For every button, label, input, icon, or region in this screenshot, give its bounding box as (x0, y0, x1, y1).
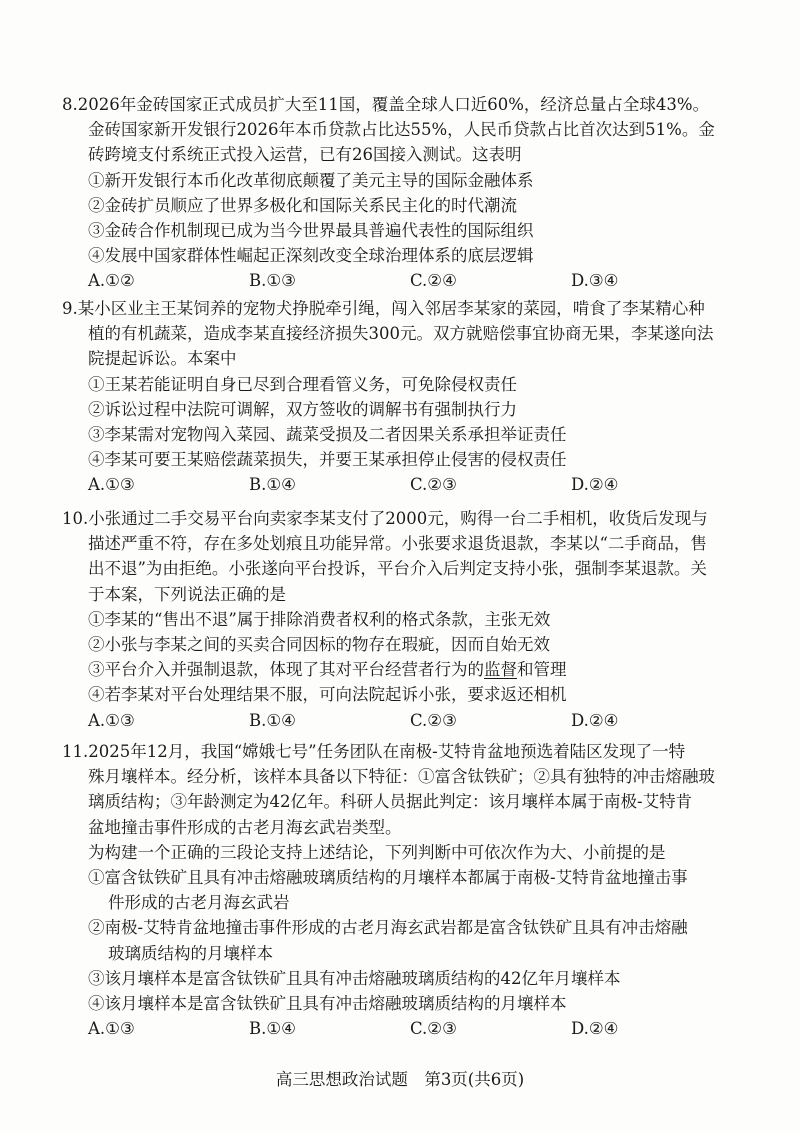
question-stem-line: 金砖国家新开发银行2026年本币贷款占比达55%，人民币贷款占比首次达到51%。金 (88, 120, 715, 140)
question-stem-line: 出不退”为由拒绝。小张遂向平台投诉，平台介入后判定支持小张，强制李某退款。关 (88, 559, 707, 579)
answer-choices (62, 1016, 752, 1041)
choice-b[interactable]: B.①④ (249, 1019, 296, 1039)
choice-d[interactable]: D.②④ (571, 1019, 619, 1039)
statement-option-continued: 件形成的古老月海玄武岩 (108, 893, 290, 913)
choice-a[interactable]: A.①③ (88, 710, 135, 730)
statement-option: ④该月壤样本是富含钛铁矿且具有冲击熔融玻璃质结构的月壤样本 (88, 993, 567, 1013)
underlined-text: 监督 (484, 660, 517, 680)
choice-d[interactable]: D.②④ (571, 475, 619, 495)
question-stem-line: 植的有机蔬菜，造成李某直接经济损失300元。双方就赔偿事宜协商无果，李某遂向法 (88, 324, 714, 344)
statement-option: ②小张与李某之间的买卖合同因标的物存在瑕疵，因而自始无效 (88, 634, 550, 654)
statement-option: ②金砖扩员顺应了世界多极化和国际关系民主化的时代潮流 (88, 195, 517, 215)
statement-text-tail: 和管理 (517, 660, 567, 680)
question-stem-line: 院提起诉讼。本案中 (88, 349, 237, 369)
question-stem-line: 砖跨境支付系统正式投入运营，已有26国接入测试。这表明 (88, 145, 522, 165)
statement-option-continued: 玻璃质结构的月壤样本 (108, 943, 273, 963)
question-10 (62, 506, 752, 733)
choice-b[interactable]: B.①④ (249, 710, 296, 730)
statement-option: ①王某若能证明自身已尽到合理看管义务，可免除侵权责任 (88, 374, 517, 394)
question-stem-line: 为构建一个正确的三段论支持上述结论，下列判断中可依次作为大、小前提的是 (88, 842, 666, 862)
question-stem-line: 殊月壤样本。经分析，该样本具备以下特征：①富含钛铁矿；②具有独特的冲击熔融玻 (88, 767, 715, 787)
choice-a[interactable]: A.①③ (88, 1019, 135, 1039)
choice-b[interactable]: B.①③ (249, 271, 296, 291)
question-stem-line: 10.小张通过二手交易平台向卖家李某支付了2000元，购得一台二手相机，收货后发现与 (62, 509, 708, 528)
question-stem-line: 盆地撞击事件形成的古老月海玄武岩类型。 (88, 817, 402, 837)
statement-option: ①新开发银行本币化改革彻底颠覆了美元主导的国际金融体系 (88, 170, 534, 190)
statement-text: ③平台介入并强制退款，体现了其对平台经营者行为的 (88, 660, 484, 680)
answer-choices (62, 268, 752, 293)
choice-d[interactable]: D.②④ (571, 710, 619, 730)
statement-option: ③李某需对宠物闯入菜园、蔬菜受损及二者因果关系承担举证责任 (88, 424, 567, 444)
choice-d[interactable]: D.③④ (571, 271, 619, 291)
question-stem-line: 9.某小区业主王某饲养的宠物犬挣脱牵引绳，闯入邻居李某家的菜园，啃食了李某精心种 (62, 299, 705, 318)
statement-option (62, 657, 752, 682)
choice-c[interactable]: C.②④ (410, 271, 457, 291)
choice-c[interactable]: C.②③ (410, 710, 457, 730)
statement-option: ③该月壤样本是富含钛铁矿且具有冲击熔融玻璃质结构的42亿年月壤样本 (88, 968, 621, 988)
statement-option: ②南极-艾特肯盆地撞击事件形成的古老月海玄武岩都是富含钛铁矿且具有冲击熔融 (88, 918, 688, 938)
answer-choices (62, 708, 752, 733)
choice-c[interactable]: C.②③ (410, 475, 457, 495)
question-stem-line: 11.2025年12月，我国“嫦娥七号”任务团队在南极-艾特肯盆地预选着陆区发现了一特 (62, 742, 686, 761)
question-stem-line: 8.2026年金砖国家正式成员扩大至11国，覆盖全球人口近60%，经济总量占全球43%。 (62, 95, 710, 114)
question-11 (62, 739, 752, 1041)
question-stem-line: 璃质结构；③年龄测定为42亿年。科研人员据此判定：该月壤样本属于南极-艾特肯 (88, 792, 693, 812)
choice-c[interactable]: C.②③ (410, 1019, 457, 1039)
choice-a[interactable]: A.①③ (88, 475, 135, 495)
question-stem-line: 描述严重不符，存在多处划痕且功能异常。小张要求退货退款，李某以“二手商品，售 (88, 534, 707, 554)
statement-option: ④李某可要王某赔偿蔬菜损失，并要王某承担停止侵害的侵权责任 (88, 450, 567, 470)
question-9 (62, 296, 752, 498)
choice-a[interactable]: A.①② (88, 271, 135, 291)
statement-option: ④发展中国家群体性崛起正深刻改变全球治理体系的底层逻辑 (88, 246, 534, 266)
statement-option: ①李某的“售出不退”属于排除消费者权利的格式条款，主张无效 (88, 609, 551, 629)
statement-option: ③金砖合作机制现已成为当今世界最具普遍代表性的国际组织 (88, 220, 534, 240)
question-8 (62, 92, 752, 294)
page-footer: 高三思想政治试题 第3页(共6页) (275, 1070, 525, 1089)
answer-choices (62, 472, 752, 497)
statement-option: ②诉讼过程中法院可调解，双方签收的调解书有强制执行力 (88, 399, 517, 419)
choice-b[interactable]: B.①④ (249, 475, 296, 495)
statement-option: ①富含钛铁矿且具有冲击熔融玻璃质结构的月壤样本都属于南极-艾特肯盆地撞击事 (88, 867, 688, 887)
question-stem-line: 于本案，下列说法正确的是 (88, 584, 286, 604)
statement-option: ④若李某对平台处理结果不服，可向法院起诉小张，要求返还相机 (88, 685, 567, 705)
